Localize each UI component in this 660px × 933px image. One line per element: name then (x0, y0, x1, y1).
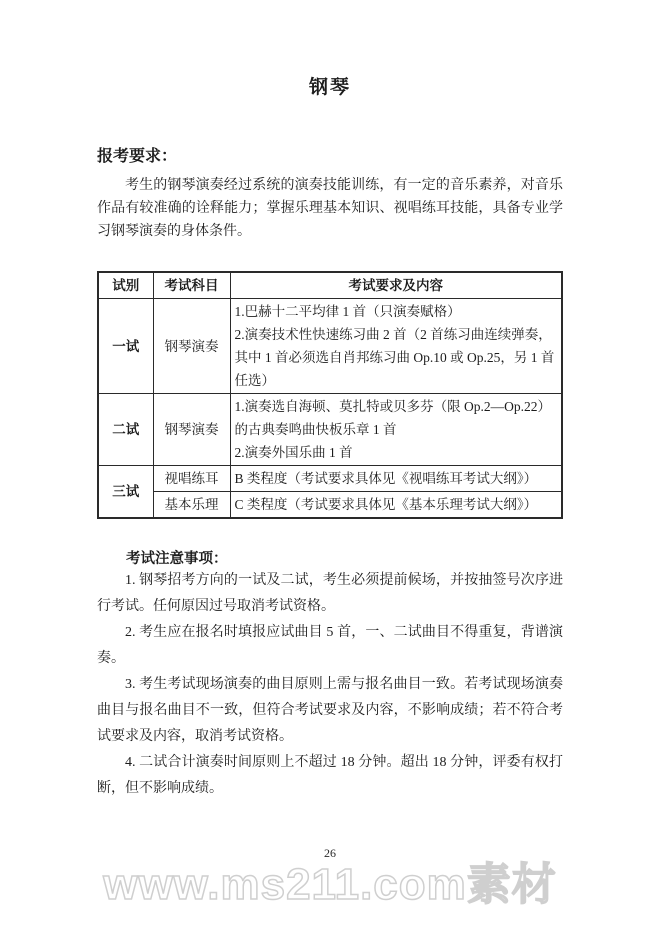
content-cell (230, 394, 562, 466)
content-cell (230, 466, 562, 492)
subject-cell: 基本乐理 (153, 492, 230, 519)
note-item-4: 4. 二试合计演奏时间原则上不超过 18 分钟。超出 18 分钟，评委有权打断，但不影响成绩。 (97, 755, 563, 796)
content-line: B 类程度（考试要求具体见《视唱练耳考试大纲》） (234, 471, 538, 486)
table-header-row (98, 272, 562, 299)
page-content (97, 0, 563, 802)
header-content: 考试要求及内容 (230, 272, 562, 299)
content-line: 2.演奏技术性快速练习曲 2 首（2 首练习曲连续弹奏，其中 1 首必须选自肖邦练习曲 Op.10 或 Op.25，另 1 首任选） (234, 327, 555, 388)
subject-cell: 钢琴演奏 (153, 299, 230, 394)
table-row (98, 394, 562, 466)
table-row (98, 466, 562, 492)
content-line: 1.巴赫十二平均律 1 首（只演奏赋格） (234, 304, 461, 319)
table-row (98, 299, 562, 394)
round-cell: 二试 (98, 394, 153, 466)
subject-cell: 视唱练耳 (153, 466, 230, 492)
note-item-2: 2. 考生应在报名时填报应试曲目 5 首，一、二试曲目不得重复，背谱演奏。 (97, 625, 563, 666)
content-line: 2.演奏外国乐曲 1 首 (234, 445, 353, 460)
table-row (98, 492, 562, 519)
content-line: C 类程度（考试要求具体见《基本乐理考试大纲》） (234, 497, 538, 512)
content-line: 1.演奏选自海顿、莫扎特或贝多芬（限 Op.2—Op.22）的古典奏鸣曲快板乐章 1 首 (234, 399, 551, 437)
watermark-text: www.ms211.com素材 (103, 860, 557, 909)
requirements-heading: 报考要求： (97, 148, 178, 165)
page-number: 26 (324, 846, 336, 860)
subject-cell: 钢琴演奏 (153, 394, 230, 466)
notes-heading: 考试注意事项： (126, 551, 228, 567)
page-title: 钢琴 (308, 77, 351, 98)
content-cell (230, 299, 562, 394)
round-cell: 一试 (98, 299, 153, 394)
exam-requirements-table (97, 271, 563, 519)
note-item-3: 3. 考生考试现场演奏的曲目原则上需与报名曲目一致。若考试现场演奏曲目与报名曲目不一致，但符合考试要求及内容，不影响成绩；若不符合考试要求及内容，取消考试资格。 (97, 677, 563, 744)
note-item-1: 1. 钢琴招考方向的一试及二试，考生必须提前候场，并按抽签号次序进行考试。任何原因过号取消考试资格。 (97, 573, 563, 614)
header-round: 试别 (98, 272, 153, 299)
requirements-paragraph: 考生的钢琴演奏经过系统的演奏技能训练，有一定的音乐素养，对音乐作品有较准确的诠释能力；掌握乐理基本知识、视唱练耳技能，具备专业学习钢琴演奏的身体条件。 (97, 178, 563, 239)
content-cell (230, 492, 562, 519)
round-cell: 三试 (98, 466, 153, 519)
header-subject: 考试科目 (153, 272, 230, 299)
